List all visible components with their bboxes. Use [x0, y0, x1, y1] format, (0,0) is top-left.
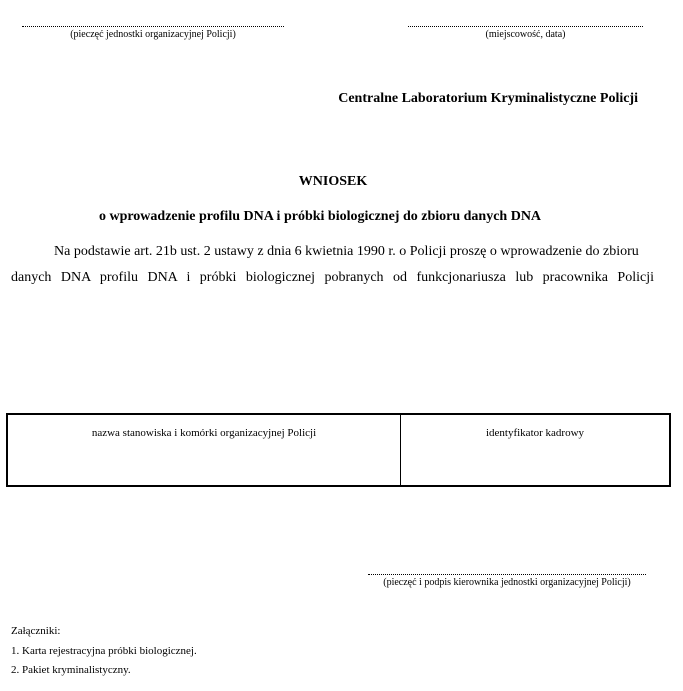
body-text-line-2: danych DNA profilu DNA i próbki biologicznej pobranych od funkcjonariusza lub pracownika Policji: [11, 270, 654, 285]
attachment-item: 2. Pakiet kryminalistyczny.: [11, 664, 131, 676]
employee-table: [6, 413, 671, 487]
document-subtitle: o wprowadzenie profilu DNA i próbki biologicznej do zbioru danych DNA: [98, 209, 542, 224]
attachments-title: Załączniki:: [11, 625, 61, 637]
position-column-header: nazwa stanowiska i komórki organizacyjnej Policji: [91, 427, 317, 439]
staff-id-cell: [401, 415, 669, 485]
addressee: Centralne Laboratorium Kryminalistyczne Policji: [338, 91, 638, 106]
body-text-line-1: Na podstawie art. 21b ust. 2 ustawy z dnia 6 kwietnia 1990 r. o Policji proszę o wprowadzenie do zbioru: [54, 244, 639, 259]
stamp-caption: (pieczęć jednostki organizacyjnej Policji): [70, 29, 236, 40]
staff-id-column-header: identyfikator kadrowy: [485, 427, 585, 439]
position-cell: [8, 415, 401, 485]
signature-dotted-line: [368, 574, 646, 575]
attachment-item: 1. Karta rejestracyjna próbki biologicznej.: [11, 645, 197, 657]
document-title: WNIOSEK: [298, 174, 368, 189]
place-date-dotted-line: [408, 26, 643, 27]
place-date-caption: (miejscowość, data): [485, 29, 566, 40]
stamp-dotted-line: [22, 26, 284, 27]
signature-caption: (pieczęć i podpis kierownika jednostki organizacyjnej Policji): [383, 577, 631, 588]
